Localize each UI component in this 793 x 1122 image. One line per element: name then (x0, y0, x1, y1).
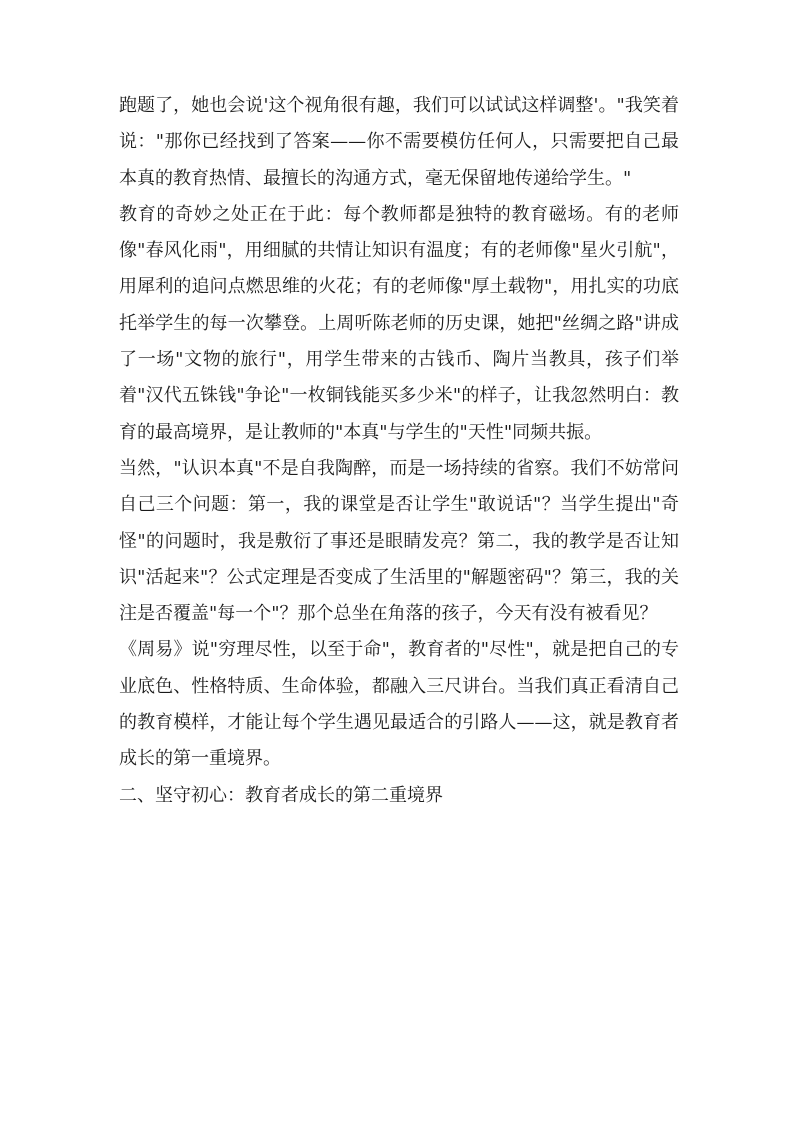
paragraph-1: 跑题了，她也会说'这个视角很有趣，我们可以试试这样调整'。"我笑着说："那你已经找到了答案——你不需要模仿任何人，只需要把自己最本真的教育热情、最擅长的沟通方式，毫无保留地传递给学生。" (119, 95, 679, 189)
paragraph-3: 当然，"认识本真"不是自我陶醉，而是一场持续的省察。我们不妨常问自己三个问题：第一，我的课堂是否让学生"敢说话"？当学生提出"奇怪"的问题时，我是敷衍了事还是眼睛发亮？第二，我的教学是否让知识"活起来"？公式定理是否变成了生活里的"解题密码"？第三，我的关注是否覆盖"每一个"？那个总坐在角落的孩子，今天有没有被看见？ (119, 457, 679, 625)
section-heading: 二、坚守初心：教育者成长的第二重境界 (119, 784, 443, 806)
document-body (119, 88, 679, 814)
paragraph-2: 教育的奇妙之处正在于此：每个教师都是独特的教育磁场。有的老师像"春风化雨"，用细腻的共情让知识有温度；有的老师像"星火引航"，用犀利的追问点燃思维的火花；有的老师像"厚土载物"，用扎实的功底托举学生的每一次攀登。上周听陈老师的历史课，她把"丝绸之路"讲成了一场"文物的旅行"，用学生带来的古钱币、陶片当教具，孩子们举着"汉代五铢钱"争论"一枚铜钱能买多少米"的样子，让我忽然明白：教育的最高境界，是让教师的"本真"与学生的"天性"同频共振。 (119, 203, 679, 443)
paragraph-4: 《周易》说"穷理尽性，以至于命"，教育者的"尽性"，就是把自己的专业底色、性格特质、生命体验，都融入三尺讲台。当我们真正看清自己的教育模样，才能让每个学生遇见最适合的引路人——这，就是教育者成长的第一重境界。 (119, 639, 679, 770)
